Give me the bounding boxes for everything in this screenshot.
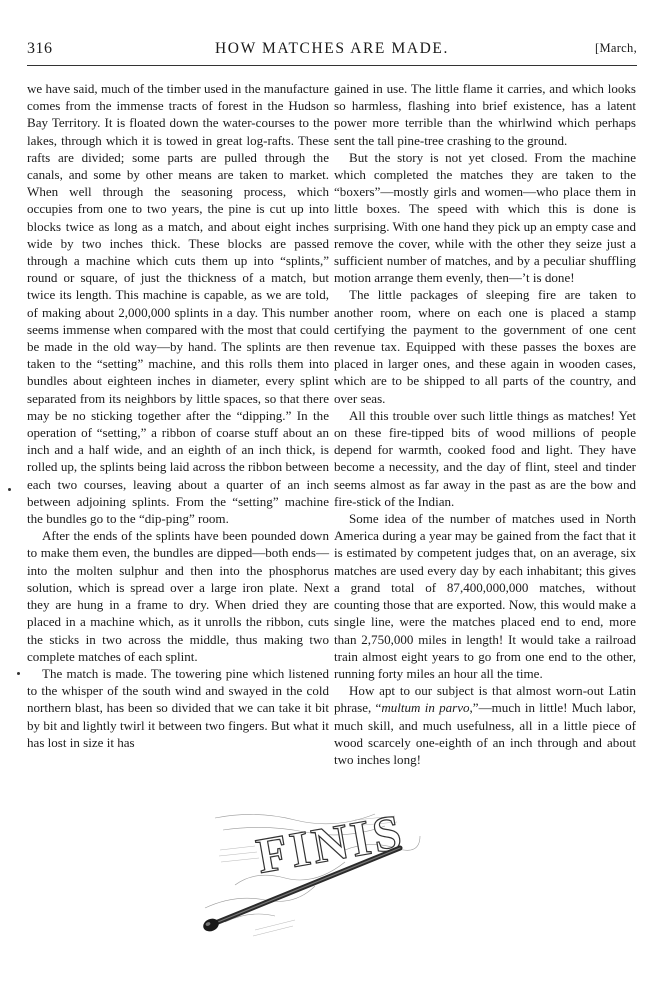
header-rule — [27, 65, 637, 66]
left-column — [27, 80, 329, 751]
paragraph: gained in use. The little flame it carries, and which looks so harmless, flashing into brief existence, has a latent power more terrible than the whirlwind which perhaps sent the tall pine-tree crashing to the ground. — [334, 81, 636, 148]
paragraph: we have said, much of the timber used in the manufacture comes from the immense tracts of forest in the Hudson Bay Territory. It is floated down the water-courses to the lakes, through which it is towed in great log-rafts. These rafts are divided; some parts are pulled through the canals, and some by other means are taken to market. When well through the seasoning process, which occupies from one to two years, the pine is cut up into blocks twice as long as a match, and about eight inches wide by two inches thick. These blocks are passed through a machine which cuts them up into “splints,” round or square, of just the thickness of a match, but twice its length. This machine is capable, as we are told, of making about 2,000,000 splints in a day. This number seems immense when compared with the most that could be made in the old way—by hand. The splints are then taken to the “setting” machine, and this rolls them into bundles about eighteen inches in diameter, every splint separated from its neighbors by little spaces, so that there may be no sticking together after the “dipping.” In the operation of “setting,” a ribbon of coarse stuff about an inch and a half wide, and an eighth of an inch thick, is rolled up, the splints being laid across the ribbon between each two courses, leaving about a quarter of an inch between adjoining splints. From the “setting” machine the bundles go to the “dip-ping” room. — [27, 81, 329, 527]
paragraph: All this trouble over such little things as matches! Yet on these fire-tipped bits of wood millions of people depend for warmth, cooked food and light. They have become a necessity, and the day of flint, steel and tinder seems almost as far away in the past as are the bow and fire-stick of the Indian. — [334, 407, 636, 509]
latin-phrase: multum in parvo — [381, 700, 470, 716]
margin-dot — [17, 672, 20, 675]
paragraph: The little packages of sleeping fire are taken to another room, where on each one is placed a stamp certifying the payment to the government of one cent revenue tax. Equipped with these passes the boxes are placed in larger ones, and these again in wooden cases, which are to be shipped to all parts of the country, and over seas. — [334, 287, 636, 406]
margin-dot — [8, 488, 11, 491]
page-number: 316 — [27, 40, 53, 57]
paragraph: Some idea of the number of matches used in North America during a year may be gained from the fact that it is estimated by competent judges that, on an average, six matches are used every day by each inhabitant; this gives a grand total of 87,400,000,000 matches, without counting those that are exported. Now, this would make a single line, were the matches placed end to end, more than 2,750,000 miles in length! It would take a railroad train almost eight years to go from one end to the other, running forty miles an hour all the time. — [334, 511, 636, 681]
finis-illustration — [195, 790, 425, 950]
final-paragraph — [334, 682, 636, 768]
final-text-before: How apt to our subject is that almost worn-out Latin phrase, “ — [334, 683, 636, 716]
month-label: [March, — [594, 41, 637, 55]
final-text-after: ,”—much in little! Much labor, much skill, and much usefulness, all in a little piece of wood scarcely one-eighth of an inch through and about two inches long! — [334, 700, 636, 767]
finis-lettering: FINIS — [252, 802, 409, 884]
paragraph: The match is made. The towering pine which listened to the whisper of the south wind and swayed in the cold northern blast, has been so divided that we can take it bit by bit and lightly twirl it between two fingers. But what it has lost in size it has — [27, 665, 329, 750]
right-column — [334, 80, 636, 768]
running-title: HOW MATCHES ARE MADE. — [215, 40, 449, 57]
page-header — [27, 40, 637, 62]
paragraph: After the ends of the splints have been pounded down to make them even, the bundles are dipped—both ends—into the molten sulphur and then into the phosphorus solution, which is spread over a large iron plate. Next they are hung in a frame to dry. When dried they are placed in a machine which, as it unrolls the ribbon, cuts the sticks in two across the middle, thus making two complete matches of each splint. — [27, 528, 329, 664]
paragraph: But the story is not yet closed. From the machine which completed the matches they are taken to the “boxers”—mostly girls and women—who place them in little boxes. The speed with which this is done is surprising. With one hand they pick up an empty case and remove the cover, while with the other they seize just a sufficient number of matches, and by a peculiar shuffling motion arrange them evenly, then—’t is done! — [334, 149, 636, 286]
